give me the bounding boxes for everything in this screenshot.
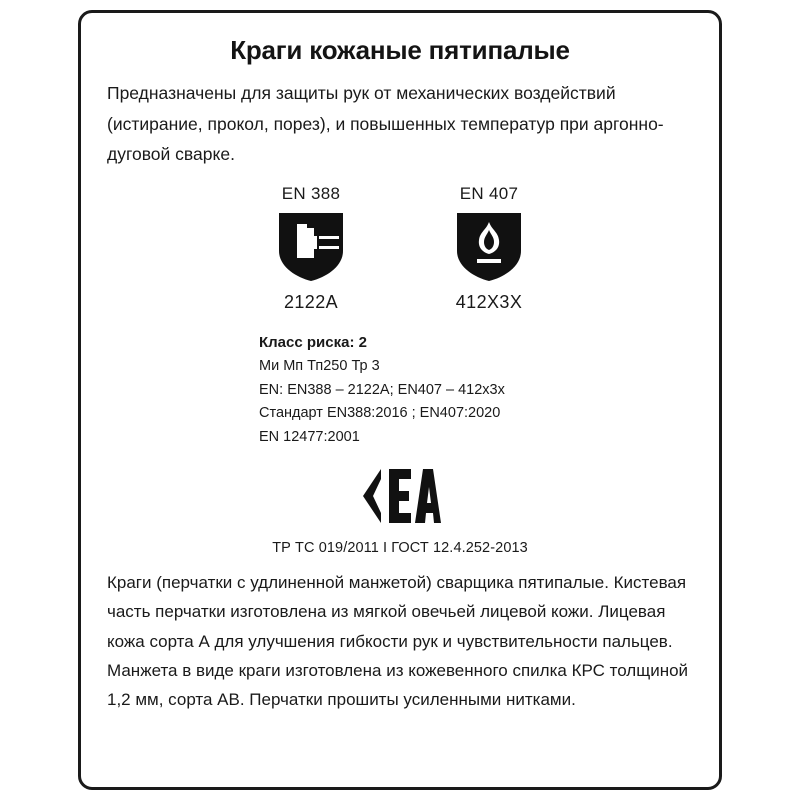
pictogram-en407-code: 412X3X [455, 291, 523, 312]
pictogram-row [107, 184, 693, 313]
page-title: Краги кожаные пятипалые [230, 35, 570, 65]
eac-mark-icon [359, 465, 441, 532]
pictogram-en388-label: EN 388 [281, 183, 341, 203]
product-info-card [78, 10, 722, 790]
intro-paragraph: Предназначены для защиты рук от механических воздействий (истирание, прокол, порез), и повышенных температур при аргонно-дуговой сварке. [107, 83, 664, 165]
spec-en12477: EN 12477:2001 [259, 428, 360, 445]
certification-caption: ТР ТС 019/2011 I ГОСТ 12.4.252-2013 [272, 540, 528, 557]
spec-marking: Ми Мп Тп250 Тр 3 [259, 358, 380, 375]
specifications-block [107, 331, 693, 449]
eac-mark-wrapper [107, 465, 693, 532]
shield-hammer-icon [251, 210, 371, 284]
spec-en-codes: EN: EN388 – 2122A; EN407 – 412x3x [259, 381, 505, 398]
spec-standards: Стандарт EN388:2016 ; EN407:2020 [259, 405, 501, 422]
pictogram-en388 [251, 184, 371, 313]
pictogram-en407-label: EN 407 [459, 183, 519, 203]
product-description: Краги (перчатки с удлиненной манжетой) сварщика пятипалые. Кистевая часть перчатки изготовлена из мягкой овечьей лицевой кожи. Лицевая кожа сорта А для улучшения гибкости рук и чувствительности пальцев. Манжета в виде краги изготовлена из кожевенного спилка КРС толщиной 1,2 мм, сорта АВ. Перчатки прошиты усиленными нитками. [107, 573, 689, 710]
spec-risk-class: Класс риска: 2 [259, 333, 367, 351]
pictogram-en388-code: 2122A [283, 291, 339, 312]
pictogram-en407 [429, 184, 549, 313]
card-content [81, 13, 719, 787]
shield-flame-icon [429, 210, 549, 284]
